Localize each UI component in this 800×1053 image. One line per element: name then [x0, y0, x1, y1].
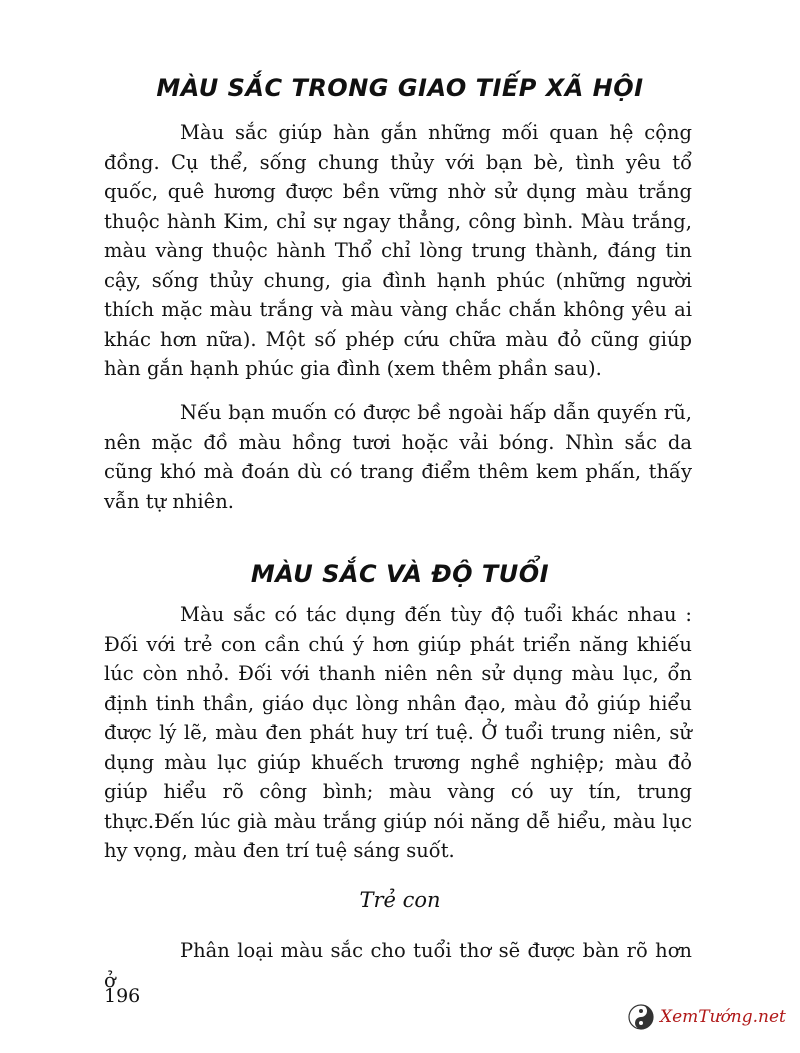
watermark-text: XemTướng.net — [660, 1007, 786, 1027]
paragraph-social-2: Nếu bạn muốn có được bề ngoài hấp dẫn quyến rũ, nên mặc đồ màu hồng tươi hoặc vải bóng. Nhìn sắc da cũng khó mà đoán dù có trang điểm thêm kem phấn, thấy vẫn tự nhiên. — [104, 401, 692, 513]
section-heading-social: MÀU SẮC TRONG GIAO TIẾP XÃ HỘI — [156, 74, 644, 102]
section-heading-age: MÀU SẮC VÀ ĐỘ TUỔI — [250, 560, 550, 588]
paragraph-children: Phân loại màu sắc cho tuổi thơ sẽ được bàn rõ hơn ở — [104, 939, 692, 992]
paragraph-social-1: Màu sắc giúp hàn gắn những mối quan hệ cộng đồng. Cụ thể, sống chung thủy với bạn bè, tình yêu tổ quốc, quê hương được bền vững nhờ sử dụng màu trắng thuộc hành Kim, chỉ sự ngay thẳng, công bình. Màu trắng, màu vàng thuộc hành Thổ chỉ lòng trung thành, đáng tin cậy, sống thủy chung, gia đình hạnh phúc (những người thích mặc màu trắng và màu vàng chắc chắn không yêu ai khác hơn nữa). Một số phép cứu chữa màu đỏ cũng giúp hàn gắn hạnh phúc gia đình (xem thêm phần sau). — [104, 121, 692, 380]
paragraph-age: Màu sắc có tác dụng đến tùy độ tuổi khác nhau : Đối với trẻ con cần chú ý hơn giúp phát triển năng khiếu lúc còn nhỏ. Đối với thanh niên nên sử dụng màu lục, ổn định tinh thần, giáo dục lòng nhân đạo, màu đỏ giúp hiểu được lý lẽ, màu đen phát huy trí tuệ. Ở tuổi trung niên, sử dụng màu lục giúp khuếch trương nghề nghiệp; màu đỏ giúp hiểu rõ công bình; màu vàng có uy tín, trung thực.Đến lúc già màu trắng giúp nói năng dễ hiểu, màu lục hy vọng, màu đen trí tuệ sáng suốt. — [104, 603, 692, 862]
yin-yang-icon — [628, 1004, 654, 1030]
subheading-children: Trẻ con — [359, 888, 441, 912]
watermark — [628, 1000, 798, 1034]
page-number: 196 — [104, 985, 141, 1007]
